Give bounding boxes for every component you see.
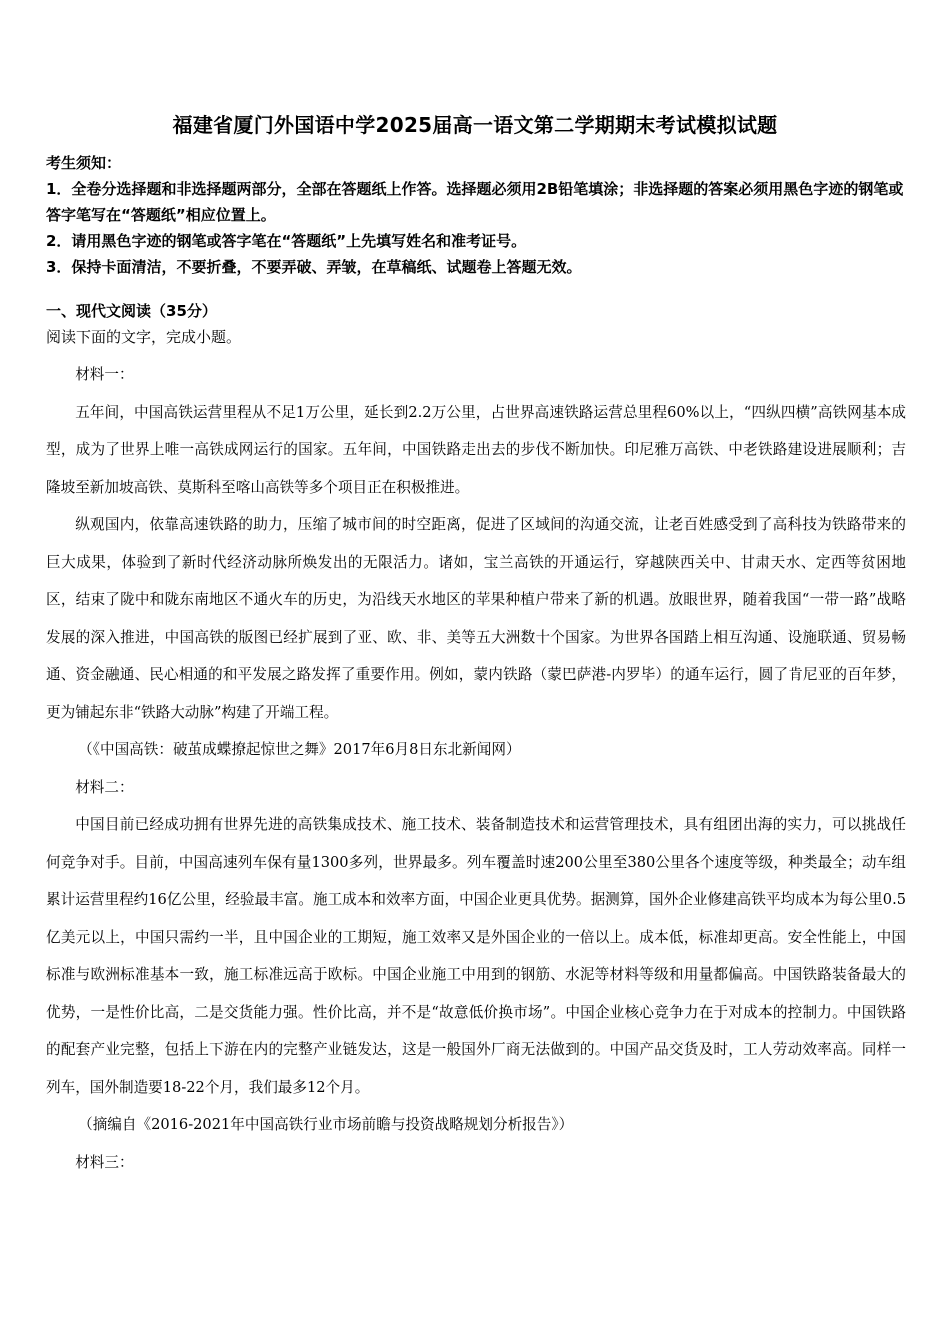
material-label: 材料二： bbox=[75, 778, 134, 796]
notice-item: 1．全卷分选择题和非选择题两部分，全部在答题纸上作答。选择题必须用2B铅笔填涂；非选择题的答案必须用黑色字迹的钢笔或答字笔写在“答题纸”相应位置上。 bbox=[46, 180, 904, 224]
material-paragraph: 五年间，中国高铁运营里程从不足1万公里，延长到2.2万公里，占世界高速铁路运营总里程60%以上，“四纵四横”高铁网基本成型，成为了世界上唯一高铁成网运行的国家。五年间，中国铁路走出去的步伐不断加快。印尼雅万高铁、中老铁路建设进展顺利；吉隆坡至新加坡高铁、莫斯科至喀山高铁等多个项目正在积极推进。 bbox=[46, 403, 906, 496]
material-label: 材料一： bbox=[75, 366, 134, 383]
candidate-notice bbox=[46, 150, 906, 280]
notice-heading: 考生须知： bbox=[46, 154, 122, 172]
material-source: （摘编自《2016-2021年中国高铁行业市场前瞻与投资战略规划分析报告》） bbox=[78, 1116, 574, 1133]
exam-title: 福建省厦门外国语中学2025届高一语文第二学期期末考试模拟试题 bbox=[172, 113, 778, 137]
notice-item: 2．请用黑色字迹的钢笔或答字笔在“答题纸”上先填写姓名和准考证号。 bbox=[46, 232, 527, 250]
section-heading: 一、现代文阅读（35分） bbox=[46, 302, 217, 320]
material-paragraph: 中国目前已经成功拥有世界先进的高铁集成技术、施工技术、装备制造技术和运营管理技术，具有组团出海的实力，可以挑战任何竞争对手。目前，中国高速列车保有量1300多列，世界最多。列车覆盖时速200公里至380公里各个速度等级，种类最全；动车组累计运营里程约16亿公里，经验最丰富。施工成本和效率方面，中国企业更具优势。据测算，国外企业修建高铁平均成本为每公里0.5亿美元以上，中国只需约一半，且中国企业的工期短，施工效率又是外国企业的一倍以上。成本低，标准却更高。安全性能上，中国标准与欧洲标准基本一致，施工标准远高于欧标。中国企业施工中用到的钢筋、水泥等材料等级和用量都偏高。中国铁路装备最大的优势，一是性价比高，二是交货能力强。性价比高，并不是“故意低价换市场”。中国企业核心竞争力在于对成本的控制力。中国铁路的配套产业完整，包括上下游在内的完整产业链发达，这是一般国外厂商无法做到的。中国产品交货及时，工人劳动效率高。同样一列车，国外制造要18-22个月，我们最多12个月。 bbox=[46, 816, 906, 1096]
section-instructions: 阅读下面的文字，完成小题。 bbox=[46, 328, 242, 346]
material-label: 材料三： bbox=[75, 1153, 134, 1171]
material-source: （《中国高铁：破茧成蝶撩起惊世之舞》2017年6月8日东北新闻网） bbox=[78, 741, 521, 758]
material-paragraph: 纵观国内，依靠高速铁路的助力，压缩了城市间的时空距离，促进了区域间的沟通交流，让老百姓感受到了高科技为铁路带来的巨大成果，体验到了新时代经济动脉所焕发出的无限活力。诸如，宝兰高铁的开通运行，穿越陕西关中、甘肃天水、定西等贫困地区，结束了陇中和陇东南地区不通火车的历史，为沿线天水地区的苹果种植户带来了新的机遇。放眼世界，随着我国“一带一路”战略发展的深入推进，中国高铁的版图已经扩展到了亚、欧、非、美等五大洲数十个国家。为世界各国踏上相互沟通、设施联通、贸易畅通、资金融通、民心相通的和平发展之路发挥了重要作用。例如，蒙内铁路（蒙巴萨港-内罗毕）的通车运行，圆了肯尼亚的百年梦，更为铺起东非“铁路大动脉”构建了开端工程。 bbox=[46, 516, 906, 721]
notice-item: 3．保持卡面清洁，不要折叠，不要弄破、弄皱，在草稿纸、试题卷上答题无效。 bbox=[46, 258, 582, 276]
reading-materials bbox=[46, 356, 906, 1181]
